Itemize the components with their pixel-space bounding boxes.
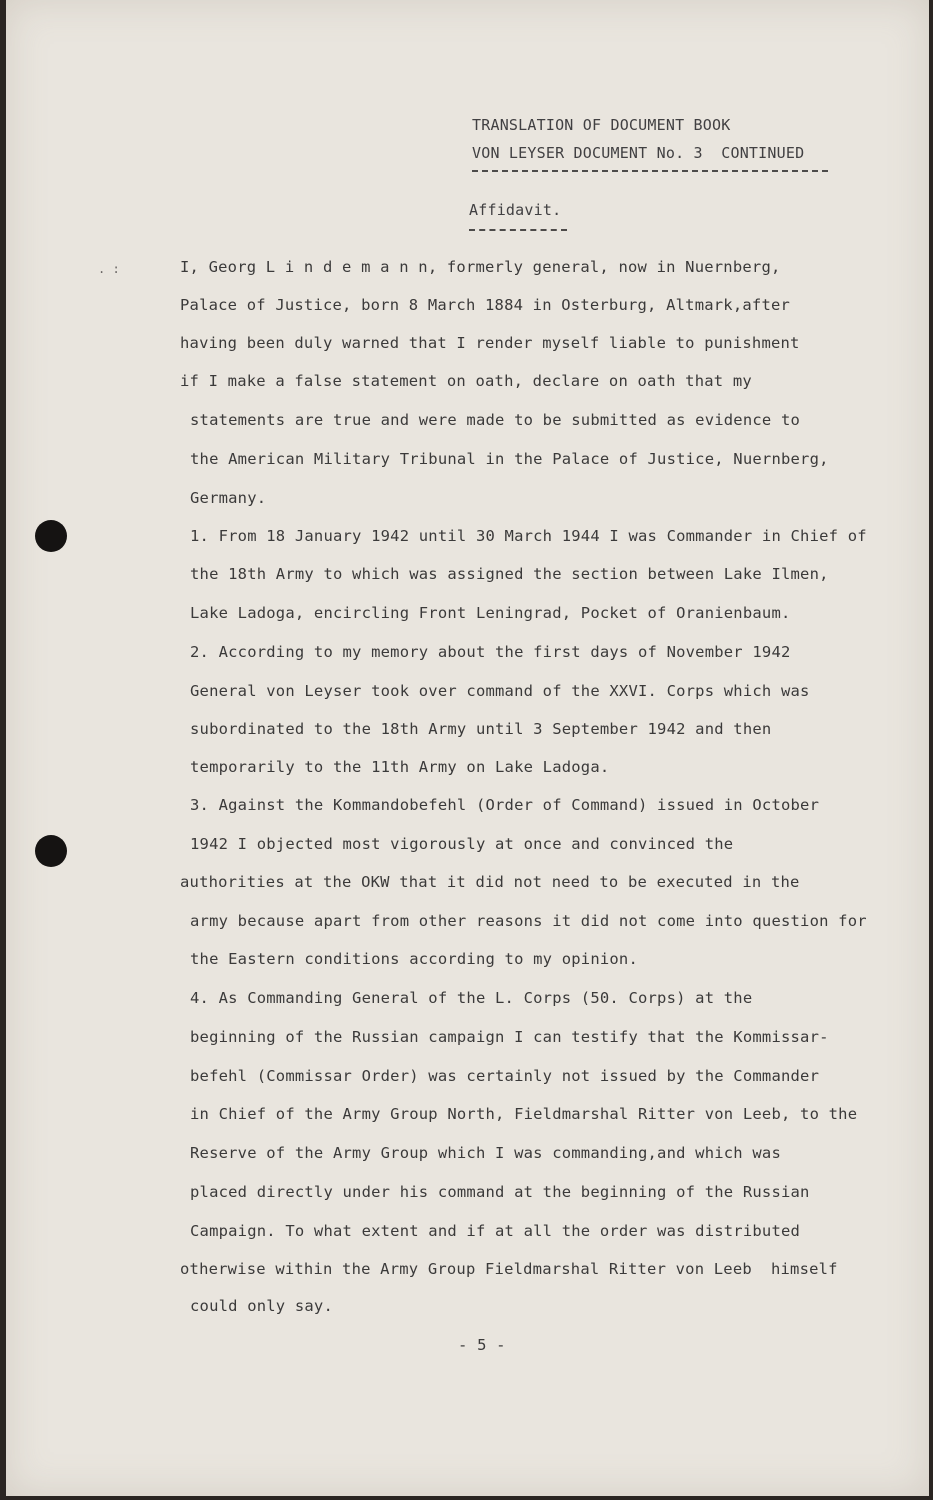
document-page <box>6 0 929 1496</box>
body-line-24: Reserve of the Army Group which I was commanding,and which was <box>190 1144 781 1162</box>
body-line-22: befehl (Commissar Order) was certainly not issued by the Commander <box>190 1067 820 1085</box>
body-line-7: Germany. <box>190 489 267 507</box>
body-line-10: Lake Ladoga, encircling Front Leningrad, Pocket of Oranienbaum. <box>190 604 791 622</box>
body-line-4: if I make a false statement on oath, declare on oath that my <box>180 372 752 390</box>
body-line-21: beginning of the Russian campaign I can testify that the Kommissar- <box>190 1028 829 1046</box>
body-line-15: 3. Against the Kommandobefehl (Order of Command) issued in October <box>190 796 820 814</box>
body-line-28: could only say. <box>190 1297 333 1315</box>
body-line-20: 4. As Commanding General of the L. Corps (50. Corps) at the <box>190 989 753 1007</box>
body-line-8: 1. From 18 January 1942 until 30 March 1944 I was Commander in Chief of <box>190 527 867 545</box>
body-line-2: Palace of Justice, born 8 March 1884 in Osterburg, Altmark,after <box>180 296 791 314</box>
title-underline <box>469 229 567 231</box>
body-line-18: army because apart from other reasons it did not come into question for <box>190 912 867 930</box>
page-number: - 5 - <box>458 1336 506 1354</box>
header-line-1: TRANSLATION OF DOCUMENT BOOK <box>472 116 731 134</box>
header-line-2: VON LEYSER DOCUMENT No. 3 CONTINUED <box>472 144 805 162</box>
body-line-13: subordinated to the 18th Army until 3 September 1942 and then <box>190 720 772 738</box>
body-line-3: having been duly warned that I render myself liable to punishment <box>180 334 800 352</box>
body-line-19: the Eastern conditions according to my opinion. <box>190 950 638 968</box>
document-title: Affidavit. <box>469 201 562 219</box>
body-line-5: statements are true and were made to be submitted as evidence to <box>190 411 801 429</box>
body-line-11: 2. According to my memory about the first days of November 1942 <box>190 643 791 661</box>
margin-mark: . : <box>98 262 120 276</box>
body-line-26: Campaign. To what extent and if at all the order was distributed <box>190 1222 801 1240</box>
body-line-6: the American Military Tribunal in the Palace of Justice, Nuernberg, <box>190 450 829 468</box>
body-line-14: temporarily to the 11th Army on Lake Ladoga. <box>190 758 610 776</box>
body-line-1: I, Georg L i n d e m a n n, formerly general, now in Nuernberg, <box>180 258 781 276</box>
body-line-17: authorities at the OKW that it did not need to be executed in the <box>180 873 800 891</box>
punch-hole-top <box>35 520 67 552</box>
body-line-9: the 18th Army to which was assigned the section between Lake Ilmen, <box>190 565 829 583</box>
header-underline <box>472 170 828 172</box>
body-line-23: in Chief of the Army Group North, Fieldmarshal Ritter von Leeb, to the <box>190 1105 858 1123</box>
body-line-12: General von Leyser took over command of the XXVI. Corps which was <box>190 682 810 700</box>
body-line-16: 1942 I objected most vigorously at once and convinced the <box>190 835 734 853</box>
body-line-27: otherwise within the Army Group Fieldmarshal Ritter von Leeb himself <box>180 1260 838 1278</box>
body-line-25: placed directly under his command at the beginning of the Russian <box>190 1183 810 1201</box>
punch-hole-bottom <box>35 835 67 867</box>
